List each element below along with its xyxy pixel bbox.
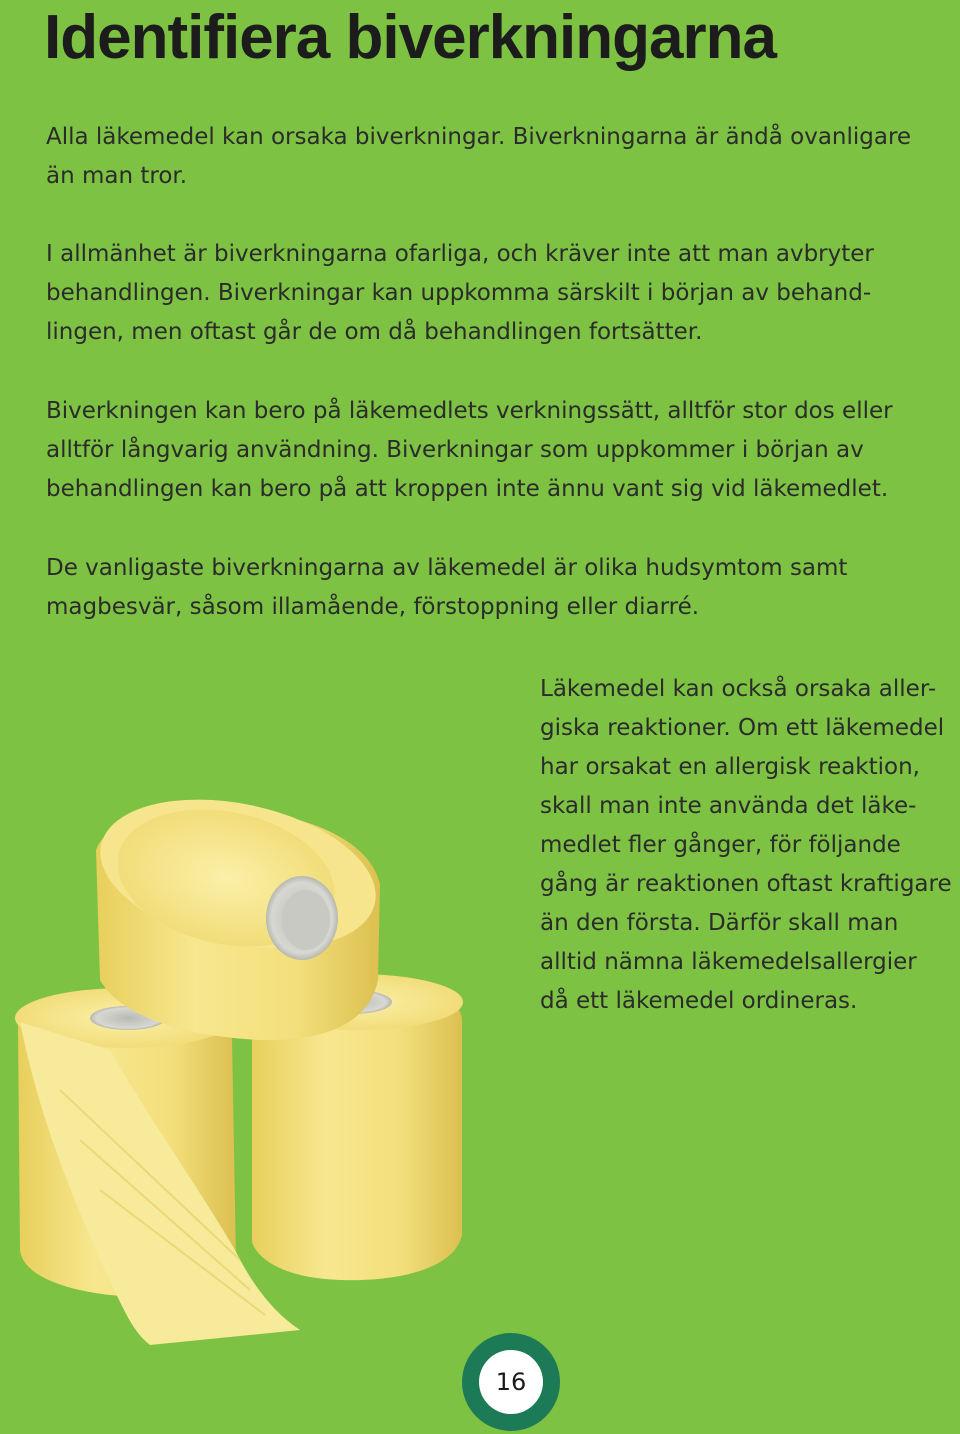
- paragraph-line: I allmänhet är biverkningarna ofarliga, och kräver inte att man avbryter: [46, 241, 874, 267]
- paragraph-line: Alla läkemedel kan orsaka biverkningar. Biverkningarna är ändå ovanligare: [46, 124, 912, 150]
- sidebar-line: har orsakat en allergisk reaktion,: [540, 754, 920, 780]
- paragraph-line: behandlingen. Biverkningar kan uppkomma särskilt i början av behand-: [46, 280, 872, 306]
- paragraph-line: Biverkningen kan bero på läkemedlets verkningssätt, alltför stor dos eller: [46, 398, 893, 424]
- page-number-badge: [462, 1333, 560, 1431]
- sidebar-line: Läkemedel kan också orsaka aller-: [540, 676, 937, 702]
- page-title: Identifiera biverkningarna: [44, 3, 776, 72]
- sidebar-line: giska reaktioner. Om ett läkemedel: [540, 715, 945, 741]
- paragraph-line: än man tror.: [46, 163, 188, 189]
- sidebar-line: skall man inte använda det läke-: [540, 793, 917, 819]
- toilet-paper-rolls-image: [0, 790, 540, 1350]
- sidebar-line: än den första. Därför skall man: [540, 910, 899, 936]
- paragraph-line: alltför långvarig användning. Biverkningar som uppkommer i början av: [46, 437, 864, 463]
- sidebar-text: [540, 670, 956, 1021]
- paragraph-line: De vanligaste biverkningarna av läkemedel är olika hudsymtom samt: [46, 555, 848, 581]
- page-number: 16: [479, 1350, 543, 1414]
- sidebar-line: gång är reaktionen oftast kraftigare: [540, 871, 952, 897]
- paragraph-causes: [46, 392, 926, 509]
- paragraph-line: magbesvär, såsom illamående, förstoppning eller diarré.: [46, 594, 700, 620]
- sidebar-line: då ett läkemedel ordineras.: [540, 988, 858, 1014]
- paragraph-intro: [46, 118, 926, 196]
- paragraph-line: lingen, men oftast går de om då behandlingen fortsätter.: [46, 319, 703, 345]
- sidebar-line: medlet fler gånger, för följande: [540, 832, 901, 858]
- paragraph-harmless: [46, 235, 926, 352]
- paragraph-line: behandlingen kan bero på att kroppen inte ännu vant sig vid läkemedlet.: [46, 476, 889, 502]
- paragraph-common: [46, 549, 926, 627]
- sidebar-line: alltid nämna läkemedelsallergier: [540, 949, 917, 975]
